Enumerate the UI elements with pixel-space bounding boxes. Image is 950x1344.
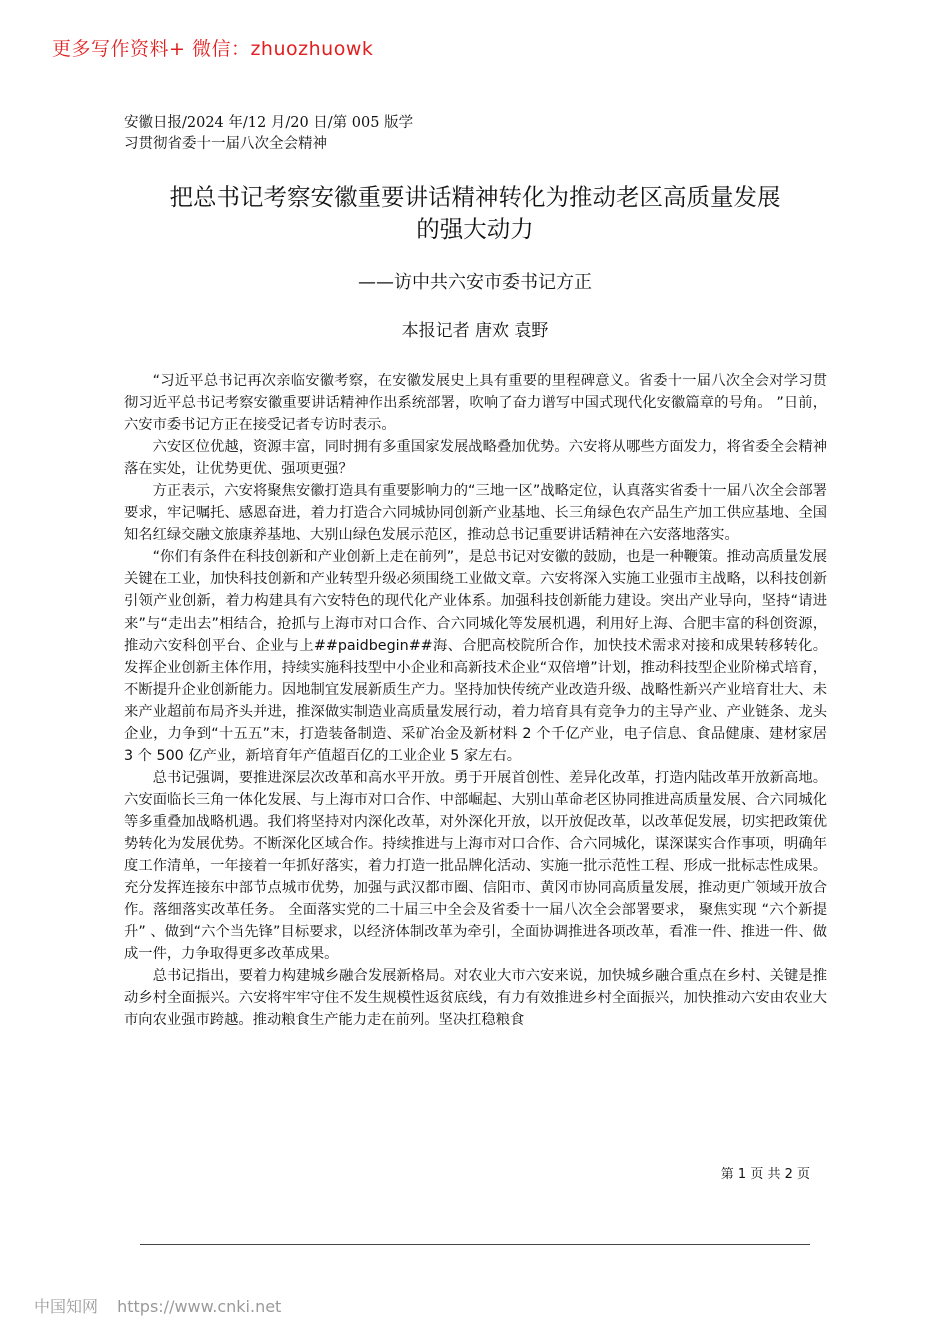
paragraph: 总书记指出，要着力构建城乡融合发展新格局。对农业大市六安来说，加快城乡融合重点在乡村、关键是推动乡村全面振兴。六安将牢牢守住不发生规模性返贫底线，有力有效推进乡村全面振兴，加快推动六安由农业大市向农业强市跨越。推动粮食生产能力走在前列。坚决扛稳粮食 [124, 968, 827, 1029]
promo-banner: 更多写作资料+ 微信：zhuozhuowk [52, 38, 374, 60]
watermark-brand: 中国知网 [34, 1297, 99, 1316]
article-headline [115, 181, 835, 245]
article-body [124, 370, 827, 1031]
article-byline: 本报记者 唐欢 袁野 [401, 321, 549, 341]
source-line: 安徽日报/2024 年/12 月/20 日/第 005 版学习贯彻省委十一届八次全会精神 [124, 115, 414, 152]
page-divider [140, 1244, 810, 1245]
paragraph: “你们有条件在科技创新和产业创新上走在前列”，是总书记对安徽的鼓励，也是一种鞭策。推动高质量发展关键在工业，加快科技创新和产业转型升级必须围绕工业做文章。六安将深入实施工业强市主战略，以科技创新引领产业创新，着力构建具有六安特色的现代化产业体系。加强科技创新能力建设。突出产业导向，坚持“请进来”与“走出去”相结合，抢抓与上海市对口合作、合六同城化等发展机遇，利用好上海、合肥丰富的科创资源，推动六安科创平台、企业与上##paidbegin##海、合肥高校院所合作，加快技术需求对接和成果转移转化。发挥企业创新主体作用，持续实施科技型中小企业和高新技术企业“双倍增”计划，推动科技型企业阶梯式培育，不断提升企业创新能力。因地制宜发展新质生产力。坚持加快传统产业改造升级、战略性新兴产业培育壮大、未来产业超前布局齐头并进，推深做实制造业高质量发展行动，着力培育具有竞争力的主导产业、产业链条、龙头企业，力争到“十五五”末，打造装备制造、采矿冶金及新材料 2 个千亿产业，电子信息、食品健康、建材家居 3 个 500 亿产业，新培育年产值超百亿的工业企业 5 家左右。 [124, 549, 827, 764]
headline-line-1: 把总书记考察安徽重要讲话精神转化为推动老区高质量发展 [169, 183, 781, 211]
page-number: 第 1 页 共 2 页 [720, 1167, 810, 1182]
headline-line-2: 的强大动力 [416, 215, 534, 243]
watermark-url: https://www.cnki.net [117, 1297, 282, 1316]
paragraph: 总书记强调，要推进深层次改革和高水平开放。勇于开展首创性、差异化改革，打造内陆改革开放新高地。六安面临长三角一体化发展、与上海市对口合作、中部崛起、大别山革命老区协同推进高质量发展、合六同城化等多重叠加战略机遇。我们将坚持对内深化改革，对外深化开放，以开放促改革，以改革促发展，切实把政策优势转化为发展优势。不断深化区域合作。持续推进与上海市对口合作、合六同城化，谋深谋实合作事项，明确年度工作清单，一年接着一年抓好落实，着力打造一批品牌化活动、实施一批示范性工程、形成一批标志性成果。充分发挥连接东中部节点城市优势，加强与武汉都市圈、信阳市、黄冈市协同高质量发展，推动更广领域开放合作。落细落实改革任务。 全面落实党的二十届三中全会及省委十一届八次全会部署要求， 聚焦实现 “六个新提升” 、做到“六个当先锋”目标要求，以经济体制改革为牵引，全面协调推进各项改革，看准一件、推进一件、做成一件，力争取得更多改革成果。 [124, 769, 827, 963]
cnki-watermark [34, 1294, 281, 1317]
paragraph: 方正表示，六安将聚焦安徽打造具有重要影响力的“三地一区”战略定位，认真落实省委十一届八次全会部署要求，牢记嘱托、感恩奋进，着力打造合六同城协同创新产业基地、长三角绿色农产品生产加工供应基地、全国知名红绿交融文旅康养基地、大别山绿色发展示范区，推动总书记重要讲话精神在六安落地落实。 [124, 483, 827, 544]
paragraph: 六安区位优越，资源丰富，同时拥有多重国家发展战略叠加优势。六安将从哪些方面发力，将省委全会精神落在实处，让优势更优、强项更强？ [124, 439, 827, 478]
paragraph: “习近平总书记再次亲临安徽考察，在安徽发展史上具有重要的里程碑意义。省委十一届八次全会对学习贯彻习近平总书记考察安徽重要讲话精神作出系统部署，吹响了奋力谱写中国式现代化安徽篇章的号角。 ”日前，六安市委书记方正在接受记者专访时表示。 [124, 373, 827, 434]
article-subhead: ——访中共六安市委书记方正 [358, 272, 592, 293]
